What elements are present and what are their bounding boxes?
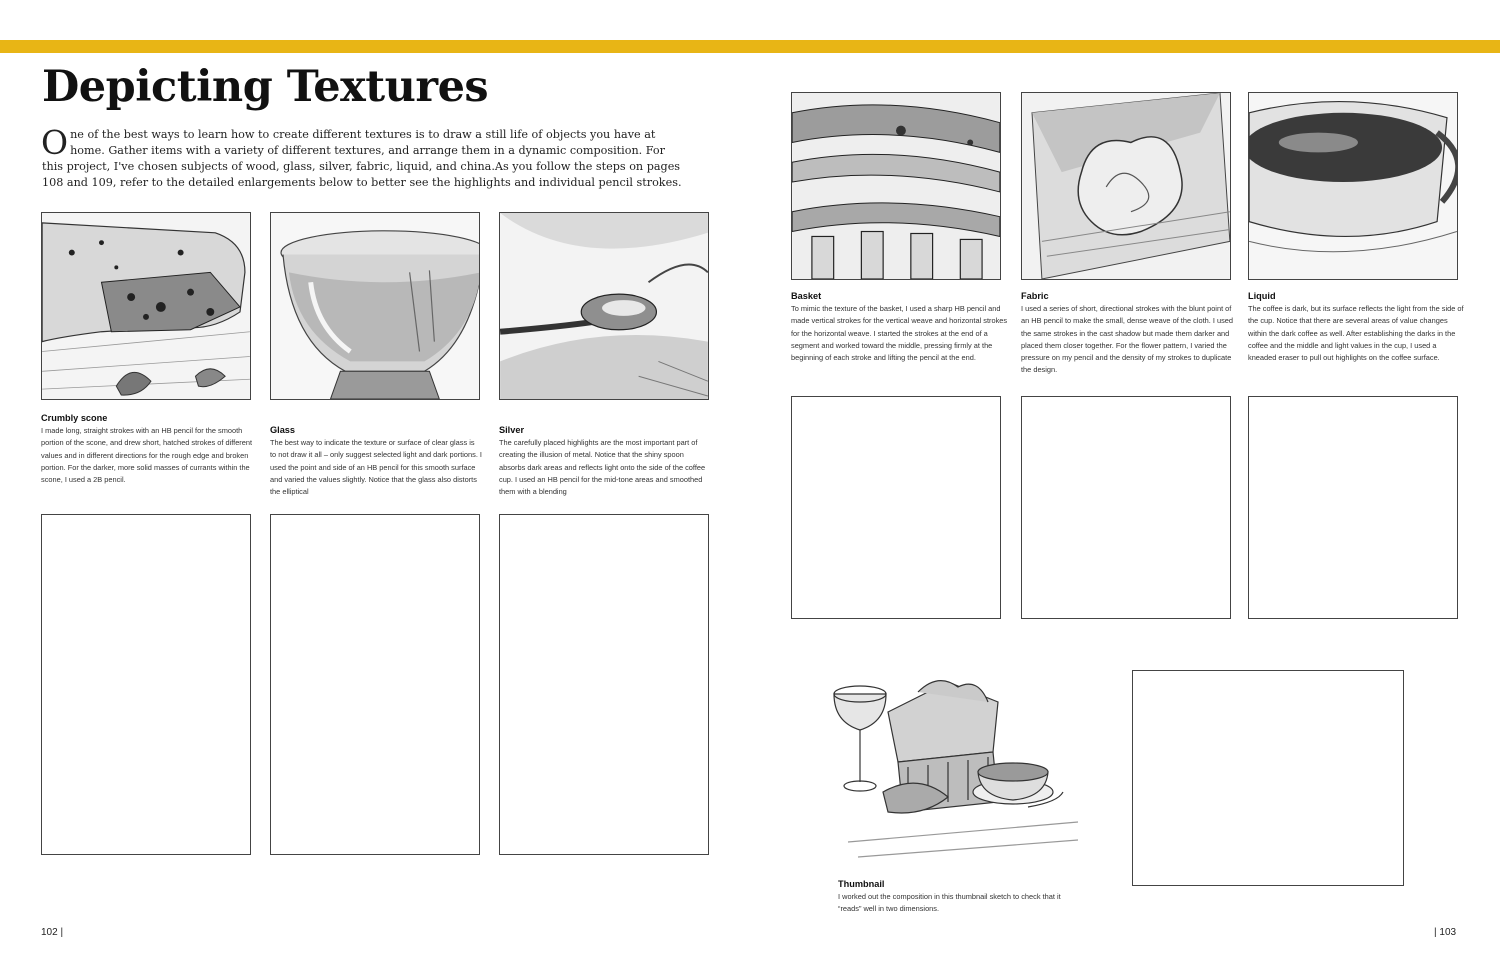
scone-caption-title: Crumbly scone: [41, 413, 108, 423]
glass-caption-title: Glass: [270, 425, 296, 435]
practice-frame-silver: [499, 514, 709, 855]
basket-caption: [791, 290, 1009, 364]
silver-caption-title: Silver: [499, 425, 525, 435]
thumbnail-caption-text: I worked out the composition in this thumbnail sketch to check that it “reads” well in two dimensions.: [838, 892, 1061, 914]
glass-caption-text: The best way to indicate the texture or surface of clear glass is to not draw it all – only suggest selected light and dark portions. I used the point and side of an HB pencil for this smooth surface and varied the values slightly. Notice that the glass also distorts the elliptical: [270, 438, 482, 497]
still-life-sketch-icon: [828, 672, 1084, 868]
practice-frame-scone: [41, 514, 251, 855]
practice-frame-thumbnail: [1132, 670, 1404, 886]
basket-sketch-icon: [791, 92, 1001, 280]
fabric-caption: [1021, 290, 1239, 376]
practice-frame-liquid: [1248, 396, 1458, 619]
basket-caption-title: Basket: [791, 291, 822, 301]
practice-frame-fabric: [1021, 396, 1231, 619]
practice-frame-glass: [270, 514, 480, 855]
spoon-sketch-icon: [499, 212, 709, 400]
accent-bar: [0, 40, 1500, 53]
thumbnail-caption-title: Thumbnail: [838, 879, 885, 889]
practice-frame-basket: [791, 396, 1001, 619]
liquid-caption-title: Liquid: [1248, 291, 1276, 301]
fabric-caption-text: I used a series of short, directional strokes with the blunt point of an HB pencil to make the small, dense weave of the cloth. I used the same strokes in the cast shadow but made them darker and placed them closer together. For the flower pattern, I varied the pressure on my pencil and the density of my strokes to duplicate the design.: [1021, 304, 1233, 375]
silver-caption: [499, 424, 711, 498]
page-title: Depicting Textures: [42, 62, 489, 112]
liquid-caption-text: The coffee is dark, but its surface reflects the light from the side of the cup. Notice that there are several areas of value changes within the dark coffee as well. After establishing the darks in the coffee and the middle and light values in the cup, I used a kneaded eraser to pull out highlights on the coffee surface.: [1248, 304, 1464, 363]
thumbnail-caption: [838, 878, 1078, 916]
scone-caption: [41, 412, 253, 486]
fabric-caption-title: Fabric: [1021, 291, 1049, 301]
fabric-sketch-icon: [1021, 92, 1231, 280]
left-page-number: 102 |: [41, 927, 64, 938]
basket-caption-text: To mimic the texture of the basket, I used a sharp HB pencil and made vertical strokes for the vertical weave and horizontal strokes for the horizontal weave. I started the strokes at the end of a segment and worked toward the middle, pressing firmly at the beginning of each stroke and lifting the pencil at the end.: [791, 304, 1008, 363]
scone-sketch-icon: [41, 212, 251, 400]
drop-cap: O: [41, 123, 69, 162]
glass-caption: [270, 424, 482, 498]
intro-paragraph: [41, 123, 682, 191]
silver-caption-text: The carefully placed highlights are the most important part of creating the illusion of metal. Notice that the shiny spoon absorbs dark areas and reflects light onto the side of the coffee cup. I used an HB pencil for the mid-tone areas and smoothed them with a blending: [499, 438, 706, 497]
glass-sketch-icon: [270, 212, 480, 400]
right-page-number: | 103: [1434, 927, 1457, 938]
liquid-caption: [1248, 290, 1466, 364]
intro-text: ne of the best ways to learn how to create different textures is to draw a still life of objects you have at home. Gather items with a variety of different textures, and arrange them in a dynamic composition. For this project, I've chosen subjects of wood, glass, silver, fabric, liquid, and china.As you follow the steps on pages 108 and 109, refer to the detailed enlargements below to better see the highlights and individual pencil strokes.: [42, 128, 682, 189]
scone-caption-text: I made long, straight strokes with an HB pencil for the smooth portion of the scone, and drew short, hatched strokes of different values and in different directions for the rough edge and broken portion. For the darker, more solid masses of currants within the scone, I used a 2B pencil.: [41, 426, 253, 485]
coffee-sketch-icon: [1248, 92, 1458, 280]
